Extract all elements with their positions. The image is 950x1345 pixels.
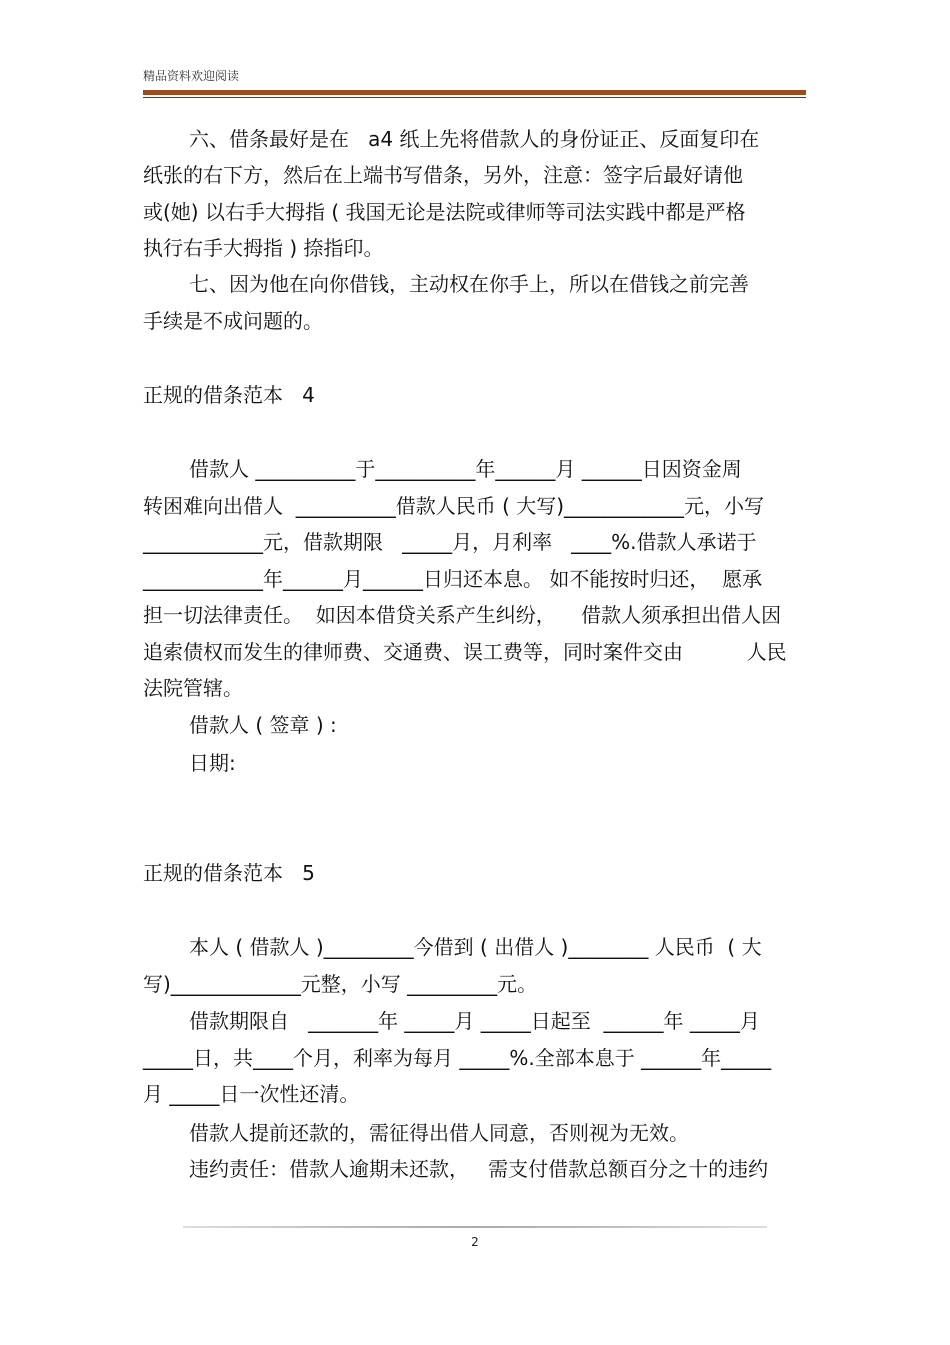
tip6-line-3: 或(她) 以右手大拇指 ( 我国无论是法院或律师等司法实践中都是严格	[143, 200, 746, 224]
template4-line-3: ____________元，借款期限 _____月，月利率 ____%.借款人承诺于	[143, 530, 757, 554]
template4-line-4: ____________年______月______日归还本息。 如不能按时归还， 愿承	[143, 567, 763, 591]
tip6-line-1: 六、借条最好是在 a4 纸上先将借款人的身份证正、反面复印在	[189, 127, 760, 151]
header-label: 精品资料欢迎阅读	[143, 69, 240, 83]
tip7-line-2: 手续是不成问题的。	[143, 309, 323, 333]
template4-line-5: 担一切法律责任。 如因本借贷关系产生纠纷， 借款人须承担出借人因	[143, 603, 782, 627]
template5-line-1: 本人 ( 借款人 )_________今借到 ( 出借人 )________ 人民币 ( 大	[189, 935, 762, 959]
header-rule-thick	[143, 90, 806, 95]
template5-line-3: 借款期限自 _______年 _____月 _____日起至 ______年 _____月	[189, 1009, 760, 1033]
template5-line-2: 写)_____________元整，小写 _________元。	[143, 972, 538, 996]
template4-line-2: 转困难向出借人 __________借款人民币 ( 大写)____________元，小写	[143, 494, 765, 518]
template5-line-4: _____日，共____个月，利率为每月 _____%.全部本息于 ______年_____	[143, 1046, 772, 1070]
footer-rule	[183, 1226, 767, 1228]
tip7-line-1: 七、因为他在向你借钱，主动权在你手上，所以在借钱之前完善	[189, 272, 749, 296]
template5-line-5: 月 _____日一次性还清。	[143, 1082, 360, 1106]
header-rule-thin	[143, 97, 806, 98]
template4-line-7: 法院管辖。	[143, 676, 243, 700]
page-number: 2	[471, 1235, 479, 1249]
template5-title: 正规的借条范本 5	[143, 861, 315, 885]
template4-line-6: 追索债权而发生的律师费、交通费、误工费等，同时案件交由 人民	[143, 640, 787, 664]
tip6-line-2: 纸张的右下方，然后在上端书写借条，另外，注意：签字后最好请他	[143, 163, 743, 187]
template5-breach: 违约责任：借款人逾期未还款， 需支付借款总额百分之十的违约	[189, 1157, 769, 1181]
template4-date: 日期:	[189, 751, 236, 775]
template5-prepay: 借款人提前还款的，需征得出借人同意，否则视为无效。	[189, 1121, 689, 1145]
tip6-line-4: 执行右手大拇指 ) 捺指印。	[143, 236, 384, 260]
template4-signature: 借款人 ( 签章 ) :	[189, 713, 337, 737]
template4-line-1: 借款人 __________于__________年______月 ______日因资金周	[189, 457, 742, 481]
template4-title: 正规的借条范本 4	[143, 383, 315, 407]
